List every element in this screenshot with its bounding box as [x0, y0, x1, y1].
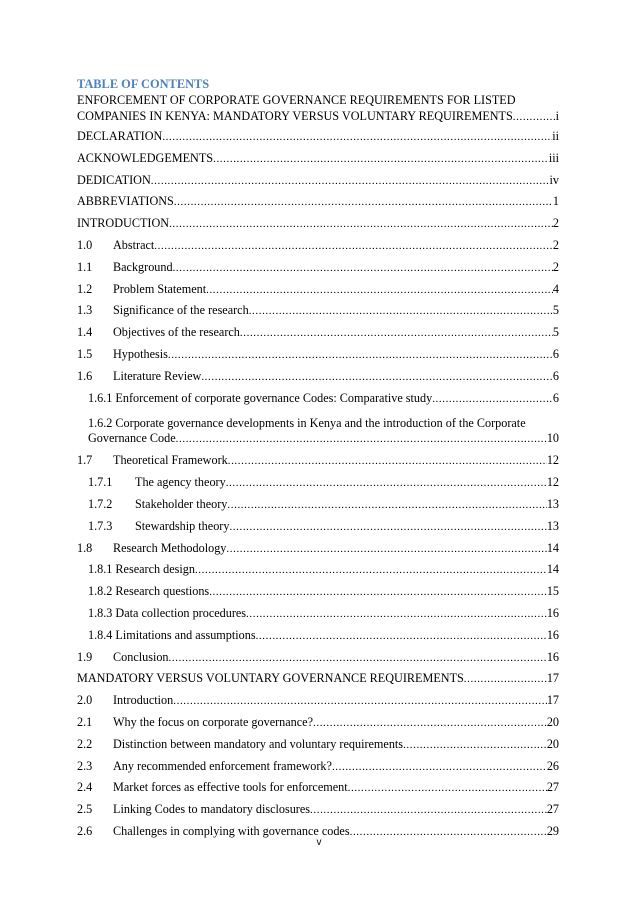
toc-entry-text: Problem Statement: [113, 281, 207, 296]
toc-leader: [154, 238, 553, 253]
toc-entry-number: 1.4: [77, 325, 93, 340]
toc-leader: [213, 151, 549, 166]
toc-title: TABLE OF CONTENTS: [77, 77, 210, 91]
toc-page-number: 5: [552, 303, 559, 318]
toc-leader: [313, 715, 547, 730]
toc-entry-text: Conclusion: [113, 649, 169, 664]
toc-page-number: 14: [546, 540, 559, 555]
toc-entry-text: ABBREVIATIONS: [77, 194, 174, 209]
toc-entry[interactable]: [77, 453, 559, 475]
toc-entry[interactable]: [77, 129, 559, 151]
toc-entry-number: 2.4: [77, 780, 93, 795]
toc-entry-number: 2.6: [77, 823, 93, 838]
toc-entry-number: 1.7: [77, 453, 93, 468]
toc-leader: [206, 282, 553, 297]
toc-entry-number: 2.3: [77, 758, 93, 773]
toc-leader: [176, 431, 547, 447]
toc-entry-text: DEDICATION: [77, 172, 151, 187]
toc-entry-text: Why the focus on corporate governance?: [113, 714, 313, 729]
toc-entry-text: 1.6.1 Enforcement of corporate governance Codes: Comparative study: [88, 390, 433, 405]
toc-entry-text: Stewardship theory: [135, 518, 230, 533]
toc-entry[interactable]: [77, 715, 559, 737]
toc-leader: [209, 584, 547, 599]
toc-entry[interactable]: [77, 759, 559, 781]
toc-entry-text: Market forces as effective tools for enforcement: [113, 780, 348, 795]
toc-entry-text: 1.6.2 Corporate governance developments in Kenya and the introduction of the Corporate: [88, 416, 526, 431]
toc-entry-number: 1.1: [77, 259, 93, 274]
toc-page-number: 15: [546, 584, 559, 599]
toc-leader: [229, 519, 546, 534]
toc-page-number: 6: [552, 346, 559, 361]
toc-entry[interactable]: [77, 325, 559, 347]
toc-page-number: ii: [552, 129, 559, 143]
toc-entry-number: 1.5: [77, 346, 93, 361]
toc-entry-number: 1.3: [77, 303, 93, 318]
toc-entry[interactable]: [77, 650, 559, 672]
toc-leader: [228, 453, 547, 468]
toc-entry-text: Challenges in complying with governance codes: [113, 823, 350, 838]
toc-entry-text: Significance of the research: [113, 303, 249, 318]
toc-entry[interactable]: [77, 194, 559, 216]
toc-page-number: 16: [546, 649, 559, 664]
toc-page-number: 2: [552, 259, 559, 274]
toc-entry-text: Stakeholder theory: [135, 496, 228, 511]
toc-entry-continuation: [88, 431, 559, 447]
toc-leader: [310, 802, 547, 817]
toc-entry[interactable]: [77, 347, 559, 369]
toc-entry[interactable]: [77, 541, 559, 563]
toc-page-number: 2: [552, 237, 559, 252]
toc-leader: [403, 737, 547, 752]
toc-entry-text-cont: Governance Code: [88, 431, 176, 446]
toc-leader: [195, 562, 547, 577]
toc-entry[interactable]: [77, 780, 559, 802]
toc-entry-number: 1.7.1: [88, 475, 113, 490]
toc-leader: [348, 780, 547, 795]
toc-entry-number: 1.9: [77, 649, 93, 664]
toc-entry[interactable]: [77, 238, 559, 260]
toc-entry[interactable]: [77, 562, 559, 584]
toc-entry-number: 2.5: [77, 802, 93, 817]
toc-entry[interactable]: [77, 282, 559, 304]
toc-entry[interactable]: [77, 173, 559, 195]
toc-leader: [169, 650, 547, 665]
toc-entry[interactable]: [77, 369, 559, 391]
toc-entry-text: Abstract: [113, 237, 155, 252]
toc-entry-number: 1.7.3: [88, 518, 113, 533]
toc-page-number: 16: [546, 627, 559, 642]
toc-entry-text: Hypothesis: [113, 346, 168, 361]
toc-leader: [332, 759, 547, 774]
toc-page-number: 6: [552, 390, 559, 405]
toc-entry-number: 2.0: [77, 693, 93, 708]
toc-entry[interactable]: [77, 497, 559, 519]
toc-leader: [432, 391, 553, 406]
toc-page-number: 17: [546, 693, 559, 708]
toc-entry-text: Linking Codes to mandatory disclosures: [113, 802, 311, 817]
toc-entry[interactable]: [77, 391, 559, 413]
toc-page-number: 13: [546, 518, 559, 533]
toc-heading-line2-row: [77, 108, 559, 129]
toc-page-number: 17: [546, 671, 559, 686]
toc-leader: [168, 347, 553, 362]
toc-entry[interactable]: [77, 519, 559, 541]
toc-entry[interactable]: [77, 303, 559, 325]
toc-page-number: iii: [548, 150, 559, 165]
toc-entry-number: 2.2: [77, 736, 93, 751]
toc-leader: [464, 671, 547, 686]
toc-entry-number: 1.8: [77, 540, 93, 555]
toc-page-number: 26: [546, 758, 559, 773]
toc-entry-text: Literature Review: [113, 368, 202, 383]
toc-entry-number: 1.2: [77, 281, 93, 296]
toc-heading-entry[interactable]: [77, 92, 559, 129]
toc-entry[interactable]: [77, 693, 559, 715]
toc-leader: [174, 194, 553, 209]
toc-leader: [151, 173, 550, 188]
toc-page-number: 1: [552, 194, 559, 209]
toc-page-number: 20: [546, 714, 559, 729]
toc-entry[interactable]: [77, 151, 559, 173]
toc-page-number: 4: [552, 281, 559, 296]
toc-entry[interactable]: [77, 671, 559, 693]
toc-entry-number: 1.0: [77, 237, 93, 252]
toc-page-number: 16: [546, 605, 559, 620]
toc-entry[interactable]: [77, 584, 559, 606]
toc-page-number: 5: [552, 325, 559, 340]
toc-leader: [256, 628, 547, 643]
toc-page-number: 27: [546, 802, 559, 817]
toc-entry-text: Background: [113, 259, 173, 274]
toc-leader: [513, 108, 556, 125]
toc-entry-text: Objectives of the research: [113, 325, 240, 340]
toc-entry-text: Any recommended enforcement framework?: [113, 758, 332, 773]
toc-entry-text: MANDATORY VERSUS VOLUNTARY GOVERNANCE REQUIREMENTS: [77, 671, 464, 686]
toc-entry-text: Research Methodology: [113, 540, 227, 555]
toc-page-number: i: [555, 109, 559, 123]
toc-entry[interactable]: [77, 260, 559, 282]
toc-leader: [169, 216, 553, 231]
toc-page-number: 12: [546, 453, 559, 468]
toc-heading-line1: ENFORCEMENT OF CORPORATE GOVERNANCE REQUIREMENTS FOR LISTED: [77, 93, 516, 107]
toc-entry[interactable]: [77, 628, 559, 650]
toc-leader: [226, 475, 547, 490]
toc-leader: [173, 260, 553, 275]
toc-entry-text: 1.8.2 Research questions: [88, 584, 210, 599]
toc-entry-text: DECLARATION: [77, 129, 163, 143]
toc-leader: [227, 497, 546, 512]
toc-page-number: 12: [546, 475, 559, 490]
toc-entry-text: 1.8.3 Data collection procedures: [88, 605, 247, 620]
toc-entry[interactable]: [77, 802, 559, 824]
toc-entry[interactable]: [77, 606, 559, 628]
toc-leader: [226, 541, 546, 556]
toc-entry-text: 1.8.1 Research design: [88, 562, 195, 577]
toc-page-number: 6: [552, 368, 559, 383]
toc-page: [77, 76, 559, 846]
toc-leader: [240, 325, 553, 340]
toc-entry-number: 1.7.2: [88, 496, 113, 511]
page-footer-number: v: [316, 837, 322, 848]
toc-entry-number: 2.1: [77, 714, 93, 729]
toc-page-number: 2: [552, 216, 559, 231]
toc-entry-text: The agency theory: [135, 475, 226, 490]
toc-entry[interactable]: [77, 412, 559, 453]
toc-entry-text: Distinction between mandatory and voluntary requirements: [113, 736, 404, 751]
toc-entry[interactable]: [77, 475, 559, 497]
toc-leader: [162, 129, 552, 144]
toc-leader: [201, 369, 553, 384]
toc-entry-text: Theoretical Framework: [113, 453, 228, 468]
toc-leader: [249, 303, 553, 318]
toc-entry-text: Introduction: [113, 693, 174, 708]
toc-page-number: iv: [549, 172, 559, 187]
toc-entry-text: INTRODUCTION: [77, 216, 170, 231]
toc-entry-text: 1.8.4 Limitations and assumptions: [88, 627, 256, 642]
toc-page-number: 27: [546, 780, 559, 795]
toc-page-number: 29: [546, 823, 559, 838]
toc-leader: [246, 606, 547, 621]
toc-leader: [173, 693, 547, 708]
toc-entry-number: 1.6: [77, 368, 93, 383]
toc-heading-line2: COMPANIES IN KENYA: MANDATORY VERSUS VOLUNTARY REQUIREMENTS: [77, 109, 513, 123]
toc-entry[interactable]: [77, 216, 559, 238]
toc-page-number: 13: [546, 496, 559, 511]
toc-page-number: 10: [546, 431, 559, 446]
toc-entry-text: ACKNOWLEDGEMENTS: [77, 150, 214, 165]
toc-entry[interactable]: [77, 737, 559, 759]
toc-page-number: 20: [546, 736, 559, 751]
toc-page-number: 14: [546, 562, 559, 577]
